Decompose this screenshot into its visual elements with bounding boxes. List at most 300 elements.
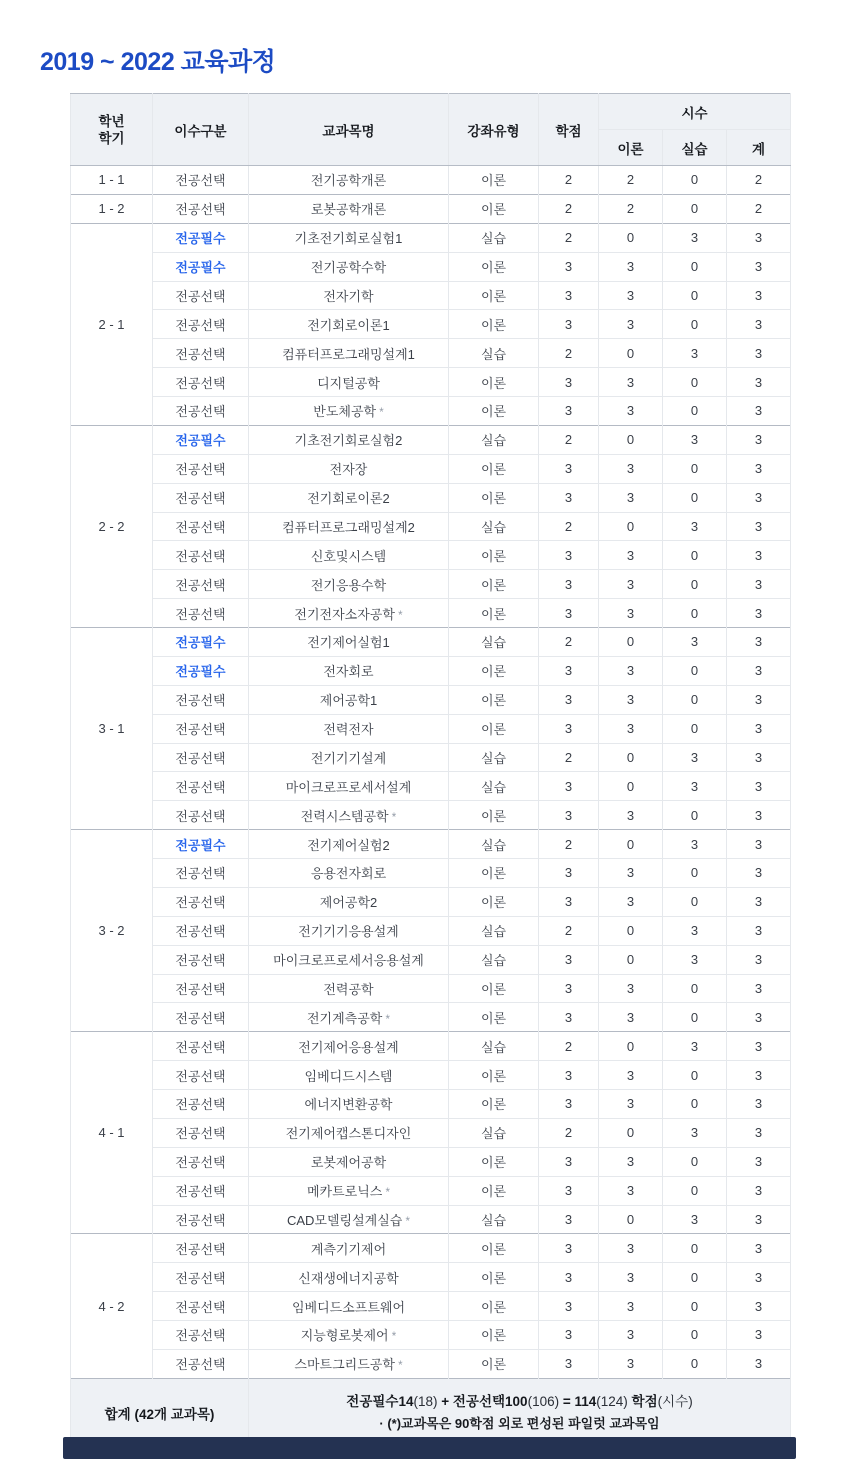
credits-cell: 3 [539, 1147, 599, 1176]
theory-hours-cell: 3 [599, 1349, 663, 1378]
course-name-cell: 전기회로이론2 [249, 483, 449, 512]
total-hours-cell: 3 [727, 425, 791, 454]
practice-hours-cell: 3 [663, 1205, 727, 1234]
course-name-cell: 전자회로 [249, 656, 449, 685]
credits-cell: 3 [539, 252, 599, 281]
theory-hours-cell: 0 [599, 1205, 663, 1234]
total-hours-cell: 3 [727, 1176, 791, 1205]
table-row [71, 859, 791, 888]
course-type-cell: 전공필수 [153, 628, 249, 657]
practice-hours-cell: 0 [663, 1292, 727, 1321]
table-body [71, 166, 791, 1379]
table-row [71, 1321, 791, 1350]
course-name-cell: 전력공학 [249, 974, 449, 1003]
course-type-cell: 전공선택 [153, 368, 249, 397]
credits-cell: 3 [539, 656, 599, 685]
header-total-hours: 계 [727, 130, 791, 166]
course-name-cell: 메카트로닉스 * [249, 1176, 449, 1205]
course-name-cell: 반도체공학 * [249, 397, 449, 426]
lecture-type-cell: 이론 [449, 397, 539, 426]
course-name-cell: 전기계측공학 * [249, 1003, 449, 1032]
credits-cell: 3 [539, 974, 599, 1003]
credits-cell: 3 [539, 397, 599, 426]
header-semester [71, 94, 153, 166]
practice-hours-cell: 0 [663, 1147, 727, 1176]
table-header [71, 94, 791, 166]
table-row [71, 916, 791, 945]
summary-line-2: · (*)교과목은 90학점 외로 편성된 파일럿 교과목임 [379, 1415, 660, 1431]
credits-cell: 3 [539, 1176, 599, 1205]
table-row [71, 1118, 791, 1147]
course-type-cell: 전공선택 [153, 397, 249, 426]
lecture-type-cell: 이론 [449, 887, 539, 916]
theory-hours-cell: 2 [599, 194, 663, 223]
table-row [71, 1147, 791, 1176]
header-lecture-type: 강좌유형 [449, 94, 539, 166]
table-row [71, 1349, 791, 1378]
theory-hours-cell: 0 [599, 916, 663, 945]
theory-hours-cell: 2 [599, 166, 663, 195]
total-hours-cell: 2 [727, 166, 791, 195]
total-hours-cell: 3 [727, 916, 791, 945]
practice-hours-cell: 0 [663, 570, 727, 599]
total-hours-cell: 3 [727, 1349, 791, 1378]
total-label: 합계 (42개 교과목) [71, 1378, 249, 1447]
table-row [71, 599, 791, 628]
total-hours-cell: 3 [727, 541, 791, 570]
total-hours-cell: 3 [727, 1061, 791, 1090]
course-type-cell: 전공선택 [153, 887, 249, 916]
theory-hours-cell: 0 [599, 512, 663, 541]
course-name-cell: 제어공학2 [249, 887, 449, 916]
practice-hours-cell: 0 [663, 599, 727, 628]
table-row [71, 974, 791, 1003]
credits-cell: 3 [539, 599, 599, 628]
credits-cell: 2 [539, 1032, 599, 1061]
table-row [71, 1176, 791, 1205]
header-hours: 시수 [599, 94, 791, 130]
credits-cell: 2 [539, 223, 599, 252]
theory-hours-cell: 3 [599, 1263, 663, 1292]
table-row [71, 483, 791, 512]
semester-cell: 1 - 1 [71, 166, 153, 195]
practice-hours-cell: 3 [663, 425, 727, 454]
credits-cell: 2 [539, 628, 599, 657]
theory-hours-cell: 3 [599, 397, 663, 426]
course-type-cell: 전공선택 [153, 1349, 249, 1378]
lecture-type-cell: 이론 [449, 483, 539, 512]
practice-hours-cell: 3 [663, 772, 727, 801]
pilot-asterisk: * [388, 1331, 397, 1344]
course-type-cell: 전공선택 [153, 281, 249, 310]
theory-hours-cell: 3 [599, 599, 663, 628]
course-type-cell: 전공선택 [153, 194, 249, 223]
course-type-cell: 전공선택 [153, 570, 249, 599]
practice-hours-cell: 0 [663, 1090, 727, 1119]
course-type-cell: 전공선택 [153, 801, 249, 830]
course-name-cell: 전력시스템공학 * [249, 801, 449, 830]
lecture-type-cell: 실습 [449, 512, 539, 541]
course-type-cell: 전공선택 [153, 512, 249, 541]
lecture-type-cell: 이론 [449, 194, 539, 223]
course-type-cell: 전공선택 [153, 1032, 249, 1061]
table-row [71, 194, 791, 223]
practice-hours-cell: 0 [663, 1349, 727, 1378]
page-title: 2019 ~ 2022 교육과정 [40, 48, 276, 76]
theory-hours-cell: 3 [599, 1234, 663, 1263]
credits-cell: 3 [539, 310, 599, 339]
course-type-cell: 전공선택 [153, 743, 249, 772]
practice-hours-cell: 0 [663, 887, 727, 916]
course-type-cell: 전공선택 [153, 1321, 249, 1350]
lecture-type-cell: 이론 [449, 801, 539, 830]
theory-hours-cell: 3 [599, 1147, 663, 1176]
pilot-asterisk: * [382, 1187, 391, 1200]
header-semester-line2: 학기 [98, 130, 125, 146]
summary-segment: 전공선택100 [452, 1393, 528, 1409]
course-type-cell: 전공선택 [153, 859, 249, 888]
theory-hours-cell: 0 [599, 743, 663, 772]
summary-segment: + [437, 1393, 453, 1409]
credits-cell: 3 [539, 281, 599, 310]
theory-hours-cell: 3 [599, 1292, 663, 1321]
lecture-type-cell: 이론 [449, 685, 539, 714]
lecture-type-cell: 이론 [449, 570, 539, 599]
practice-hours-cell: 0 [663, 252, 727, 281]
credits-cell: 3 [539, 570, 599, 599]
practice-hours-cell: 3 [663, 743, 727, 772]
theory-hours-cell: 3 [599, 1003, 663, 1032]
table-row [71, 368, 791, 397]
lecture-type-cell: 실습 [449, 916, 539, 945]
practice-hours-cell: 3 [663, 512, 727, 541]
theory-hours-cell: 0 [599, 223, 663, 252]
lecture-type-cell: 실습 [449, 830, 539, 859]
credits-cell: 3 [539, 368, 599, 397]
credits-cell: 3 [539, 887, 599, 916]
table-row [71, 830, 791, 859]
credits-cell: 2 [539, 512, 599, 541]
lecture-type-cell: 이론 [449, 310, 539, 339]
table-row [71, 685, 791, 714]
course-type-cell: 전공선택 [153, 166, 249, 195]
course-name-cell: 기초전기회로실험1 [249, 223, 449, 252]
theory-hours-cell: 0 [599, 1118, 663, 1147]
table-row [71, 1292, 791, 1321]
theory-hours-cell: 3 [599, 714, 663, 743]
table-row [71, 570, 791, 599]
total-hours-cell: 3 [727, 1003, 791, 1032]
course-type-cell: 전공필수 [153, 656, 249, 685]
credits-cell: 3 [539, 1003, 599, 1032]
credits-cell: 3 [539, 1263, 599, 1292]
credits-cell: 3 [539, 1090, 599, 1119]
theory-hours-cell: 3 [599, 656, 663, 685]
credits-cell: 2 [539, 166, 599, 195]
course-name-cell: 임베디드시스템 [249, 1061, 449, 1090]
lecture-type-cell: 이론 [449, 1349, 539, 1378]
summary-segment: 114 [574, 1393, 597, 1409]
course-type-cell: 전공필수 [153, 252, 249, 281]
practice-hours-cell: 0 [663, 166, 727, 195]
table-row [71, 425, 791, 454]
theory-hours-cell: 3 [599, 1061, 663, 1090]
course-name-cell: 컴퓨터프로그래밍설계1 [249, 339, 449, 368]
lecture-type-cell: 이론 [449, 281, 539, 310]
course-name-cell: 전기회로이론1 [249, 310, 449, 339]
semester-cell: 4 - 1 [71, 1032, 153, 1234]
theory-hours-cell: 0 [599, 830, 663, 859]
theory-hours-cell: 3 [599, 1090, 663, 1119]
table-row [71, 945, 791, 974]
total-hours-cell: 3 [727, 859, 791, 888]
course-type-cell: 전공선택 [153, 1234, 249, 1263]
course-name-cell: CAD모델링설계실습 * [249, 1205, 449, 1234]
practice-hours-cell: 3 [663, 916, 727, 945]
practice-hours-cell: 0 [663, 541, 727, 570]
total-hours-cell: 3 [727, 830, 791, 859]
table-row [71, 310, 791, 339]
practice-hours-cell: 0 [663, 281, 727, 310]
semester-cell: 3 - 1 [71, 628, 153, 830]
course-name-cell: 제어공학1 [249, 685, 449, 714]
lecture-type-cell: 이론 [449, 1263, 539, 1292]
credits-cell: 2 [539, 830, 599, 859]
total-hours-cell: 3 [727, 281, 791, 310]
total-hours-cell: 3 [727, 1292, 791, 1321]
lecture-type-cell: 이론 [449, 1147, 539, 1176]
total-hours-cell: 3 [727, 252, 791, 281]
practice-hours-cell: 0 [663, 368, 727, 397]
credits-cell: 3 [539, 1205, 599, 1234]
table-row [71, 1032, 791, 1061]
lecture-type-cell: 실습 [449, 628, 539, 657]
course-name-cell: 전기제어실험2 [249, 830, 449, 859]
lecture-type-cell: 이론 [449, 859, 539, 888]
practice-hours-cell: 0 [663, 1234, 727, 1263]
credits-cell: 3 [539, 1321, 599, 1350]
lecture-type-cell: 이론 [449, 541, 539, 570]
pilot-asterisk: * [388, 811, 397, 824]
course-name-cell: 전자장 [249, 454, 449, 483]
total-hours-cell: 3 [727, 801, 791, 830]
theory-hours-cell: 0 [599, 1032, 663, 1061]
practice-hours-cell: 0 [663, 454, 727, 483]
summary-segment: = [559, 1393, 575, 1409]
lecture-type-cell: 이론 [449, 166, 539, 195]
course-type-cell: 전공선택 [153, 1263, 249, 1292]
table-row [71, 743, 791, 772]
lecture-type-cell: 실습 [449, 425, 539, 454]
practice-hours-cell: 3 [663, 1032, 727, 1061]
course-name-cell: 전기기기설계 [249, 743, 449, 772]
theory-hours-cell: 3 [599, 310, 663, 339]
practice-hours-cell: 0 [663, 397, 727, 426]
practice-hours-cell: 0 [663, 801, 727, 830]
lecture-type-cell: 실습 [449, 1205, 539, 1234]
lecture-type-cell: 이론 [449, 1003, 539, 1032]
lecture-type-cell: 실습 [449, 223, 539, 252]
total-hours-cell: 3 [727, 1090, 791, 1119]
total-hours-cell: 3 [727, 685, 791, 714]
total-hours-cell: 3 [727, 945, 791, 974]
lecture-type-cell: 이론 [449, 974, 539, 1003]
course-type-cell: 전공선택 [153, 454, 249, 483]
table-row [71, 1234, 791, 1263]
course-name-cell: 마이크로프로세서설계 [249, 772, 449, 801]
theory-hours-cell: 3 [599, 570, 663, 599]
lecture-type-cell: 이론 [449, 1176, 539, 1205]
practice-hours-cell: 0 [663, 1263, 727, 1292]
lecture-type-cell: 이론 [449, 1234, 539, 1263]
course-type-cell: 전공선택 [153, 1003, 249, 1032]
practice-hours-cell: 3 [663, 223, 727, 252]
header-course-name: 교과목명 [249, 94, 449, 166]
practice-hours-cell: 3 [663, 628, 727, 657]
theory-hours-cell: 3 [599, 368, 663, 397]
course-type-cell: 전공필수 [153, 830, 249, 859]
course-name-cell: 신호및시스템 [249, 541, 449, 570]
practice-hours-cell: 3 [663, 830, 727, 859]
total-hours-cell: 3 [727, 1032, 791, 1061]
total-hours-cell: 3 [727, 743, 791, 772]
practice-hours-cell: 0 [663, 194, 727, 223]
practice-hours-cell: 0 [663, 1321, 727, 1350]
course-type-cell: 전공선택 [153, 714, 249, 743]
table-row [71, 1090, 791, 1119]
course-name-cell: 스마트그리드공학 * [249, 1349, 449, 1378]
table-row [71, 166, 791, 195]
lecture-type-cell: 실습 [449, 1118, 539, 1147]
table-row [71, 541, 791, 570]
course-name-cell: 전기제어실험1 [249, 628, 449, 657]
header-practice-hours: 실습 [663, 130, 727, 166]
course-name-cell: 지능형로봇제어 * [249, 1321, 449, 1350]
total-hours-cell: 3 [727, 454, 791, 483]
table-row [71, 252, 791, 281]
course-type-cell: 전공선택 [153, 945, 249, 974]
theory-hours-cell: 3 [599, 859, 663, 888]
table-row [71, 714, 791, 743]
total-hours-cell: 3 [727, 397, 791, 426]
lecture-type-cell: 이론 [449, 714, 539, 743]
curriculum-table [70, 93, 791, 1448]
total-hours-cell: 3 [727, 512, 791, 541]
table-row [71, 339, 791, 368]
credits-cell: 3 [539, 859, 599, 888]
course-name-cell: 신재생에너지공학 [249, 1263, 449, 1292]
header-credits: 학점 [539, 94, 599, 166]
table-row [71, 512, 791, 541]
credits-cell: 2 [539, 916, 599, 945]
course-name-cell: 디지털공학 [249, 368, 449, 397]
total-hours-cell: 3 [727, 628, 791, 657]
total-hours-cell: 3 [727, 714, 791, 743]
summary-line-1 [249, 1393, 790, 1411]
theory-hours-cell: 0 [599, 772, 663, 801]
lecture-type-cell: 실습 [449, 1032, 539, 1061]
credits-cell: 3 [539, 714, 599, 743]
course-name-cell: 전기제어캡스톤디자인 [249, 1118, 449, 1147]
table-row [71, 656, 791, 685]
theory-hours-cell: 3 [599, 281, 663, 310]
theory-hours-cell: 0 [599, 425, 663, 454]
total-hours-cell: 3 [727, 1263, 791, 1292]
semester-cell: 1 - 2 [71, 194, 153, 223]
practice-hours-cell: 0 [663, 859, 727, 888]
summary-segment: 전공필수14 [346, 1393, 414, 1409]
table-row [71, 454, 791, 483]
course-type-cell: 전공선택 [153, 1292, 249, 1321]
total-hours-cell: 2 [727, 194, 791, 223]
total-hours-cell: 3 [727, 339, 791, 368]
total-hours-cell: 3 [727, 483, 791, 512]
lecture-type-cell: 실습 [449, 945, 539, 974]
summary-segment: (124) [596, 1393, 628, 1409]
total-hours-cell: 3 [727, 1234, 791, 1263]
total-hours-cell: 3 [727, 887, 791, 916]
lecture-type-cell: 이론 [449, 1090, 539, 1119]
credits-cell: 3 [539, 1292, 599, 1321]
credits-cell: 3 [539, 454, 599, 483]
credits-cell: 3 [539, 801, 599, 830]
theory-hours-cell: 3 [599, 483, 663, 512]
course-name-cell: 기초전기회로실험2 [249, 425, 449, 454]
course-type-cell: 전공선택 [153, 310, 249, 339]
lecture-type-cell: 이론 [449, 1292, 539, 1321]
credits-cell: 2 [539, 339, 599, 368]
credits-cell: 3 [539, 1349, 599, 1378]
theory-hours-cell: 3 [599, 801, 663, 830]
course-type-cell: 전공선택 [153, 339, 249, 368]
course-type-cell: 전공선택 [153, 1176, 249, 1205]
practice-hours-cell: 0 [663, 656, 727, 685]
practice-hours-cell: 0 [663, 310, 727, 339]
semester-cell: 3 - 2 [71, 830, 153, 1032]
credits-cell: 2 [539, 425, 599, 454]
header-theory-hours: 이론 [599, 130, 663, 166]
table-row [71, 223, 791, 252]
total-hours-cell: 3 [727, 1321, 791, 1350]
table-row [71, 801, 791, 830]
course-type-cell: 전공선택 [153, 685, 249, 714]
practice-hours-cell: 0 [663, 1061, 727, 1090]
theory-hours-cell: 3 [599, 252, 663, 281]
theory-hours-cell: 3 [599, 1176, 663, 1205]
course-type-cell: 전공선택 [153, 1061, 249, 1090]
credits-cell: 3 [539, 541, 599, 570]
practice-hours-cell: 0 [663, 483, 727, 512]
summary-segment: (시수) [657, 1393, 693, 1409]
course-name-cell: 전기전자소자공학 * [249, 599, 449, 628]
bottom-footer-bar [63, 1437, 796, 1459]
practice-hours-cell: 0 [663, 974, 727, 1003]
course-name-cell: 전기공학수학 [249, 252, 449, 281]
course-name-cell: 컴퓨터프로그래밍설계2 [249, 512, 449, 541]
table-row [71, 1003, 791, 1032]
practice-hours-cell: 3 [663, 339, 727, 368]
course-name-cell: 마이크로프로세서응용설계 [249, 945, 449, 974]
course-type-cell: 전공선택 [153, 483, 249, 512]
course-name-cell: 전기제어응용설계 [249, 1032, 449, 1061]
header-row-1 [71, 94, 791, 130]
course-type-cell: 전공필수 [153, 223, 249, 252]
table-row [71, 397, 791, 426]
course-type-cell: 전공선택 [153, 1118, 249, 1147]
course-type-cell: 전공선택 [153, 1147, 249, 1176]
credits-cell: 2 [539, 194, 599, 223]
theory-hours-cell: 3 [599, 541, 663, 570]
